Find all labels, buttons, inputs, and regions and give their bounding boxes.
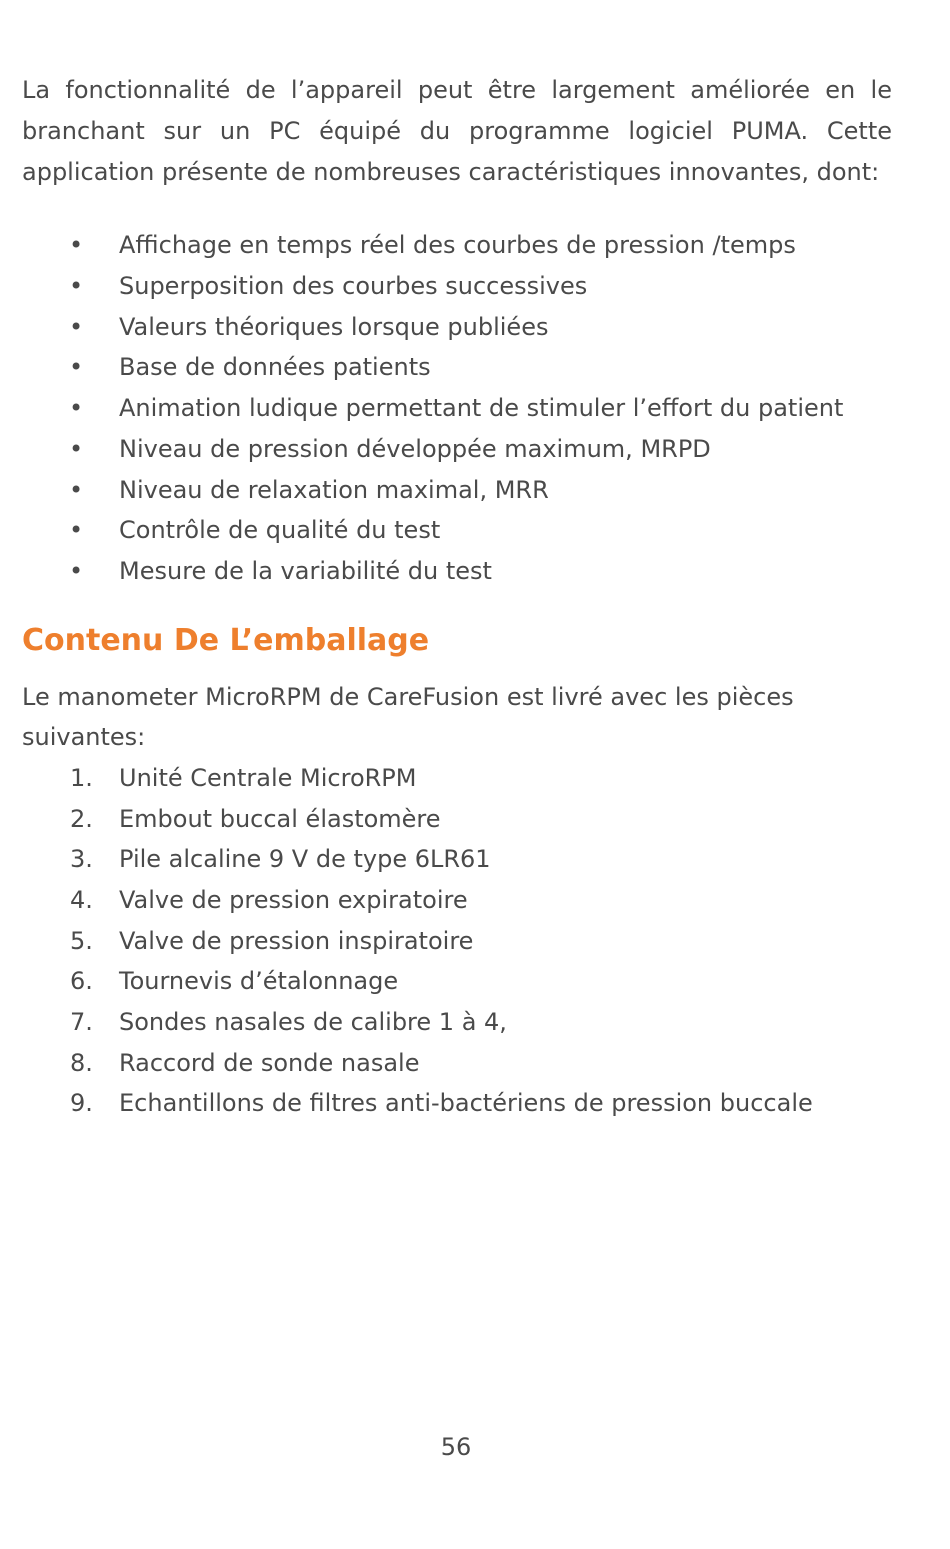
feature-item [22, 266, 892, 307]
bullet-icon: • [69, 231, 84, 260]
item-text: Pile alcaline 9 V de type 6LR61 [119, 845, 491, 874]
item-text: Raccord de sonde nasale [119, 1048, 420, 1077]
feature-text: Base de données patients [119, 353, 431, 382]
item-number: 8. [70, 1048, 93, 1077]
document-page [22, 70, 892, 1124]
item-number: 1. [70, 763, 93, 792]
feature-text: Superposition des courbes successives [119, 272, 588, 301]
package-item [22, 758, 892, 799]
intro-paragraph: La fonctionnalité de l’appareil peut être largement améliorée en le branchant sur un PC équipé du programme logiciel PUMA. Cette application présente de nombreuses caractéristiques innovantes, dont: [22, 76, 892, 186]
feature-text: Valeurs théoriques lorsque publiées [119, 312, 549, 341]
section-heading: Contenu De L’emballage [22, 622, 430, 658]
package-item [22, 961, 892, 1002]
bullet-icon: • [69, 475, 84, 504]
feature-item [22, 510, 892, 551]
item-number: 9. [70, 1089, 93, 1118]
section-intro-paragraph: Le manometer MicroRPM de CareFusion est livré avec les pièces suivantes: [22, 682, 794, 752]
feature-item [22, 388, 892, 429]
item-text: Valve de pression expiratoire [119, 886, 468, 915]
bullet-icon: • [69, 312, 84, 341]
bullet-icon: • [69, 434, 84, 463]
package-contents-list [22, 758, 892, 1124]
item-number: 5. [70, 926, 93, 955]
package-item [22, 1083, 892, 1124]
bullet-icon: • [69, 272, 84, 301]
item-number: 2. [70, 804, 93, 833]
item-text: Valve de pression inspiratoire [119, 926, 474, 955]
bullet-icon: • [69, 556, 84, 585]
feature-text: Contrôle de qualité du test [119, 516, 441, 545]
package-item [22, 799, 892, 840]
item-number: 3. [70, 845, 93, 874]
item-text: Embout buccal élastomère [119, 804, 441, 833]
feature-list [22, 225, 892, 591]
package-item [22, 839, 892, 880]
feature-item [22, 429, 892, 470]
item-text: Echantillons de filtres anti-bactériens de pression buccale [119, 1089, 813, 1118]
bullet-icon: • [69, 516, 84, 545]
bullet-icon: • [69, 394, 84, 423]
item-number: 4. [70, 886, 93, 915]
feature-item [22, 470, 892, 511]
feature-text: Mesure de la variabilité du test [119, 556, 492, 585]
feature-item [22, 347, 892, 388]
feature-item [22, 225, 892, 266]
item-number: 7. [70, 1008, 93, 1037]
feature-item [22, 307, 892, 348]
bullet-icon: • [69, 353, 84, 382]
page-number: 56 [440, 1433, 472, 1461]
item-text: Unité Centrale MicroRPM [119, 763, 417, 792]
package-item [22, 1002, 892, 1043]
item-text: Sondes nasales de calibre 1 à 4, [119, 1008, 507, 1037]
feature-text: Animation ludique permettant de stimuler l’effort du patient [119, 394, 844, 423]
feature-text: Niveau de pression développée maximum, MRPD [119, 434, 711, 463]
package-item [22, 1043, 892, 1084]
feature-text: Niveau de relaxation maximal, MRR [119, 475, 549, 504]
item-text: Tournevis d’étalonnage [119, 967, 399, 996]
item-number: 6. [70, 967, 93, 996]
package-item [22, 880, 892, 921]
package-item [22, 921, 892, 962]
feature-text: Affichage en temps réel des courbes de pression /temps [119, 231, 796, 260]
feature-item [22, 551, 892, 592]
